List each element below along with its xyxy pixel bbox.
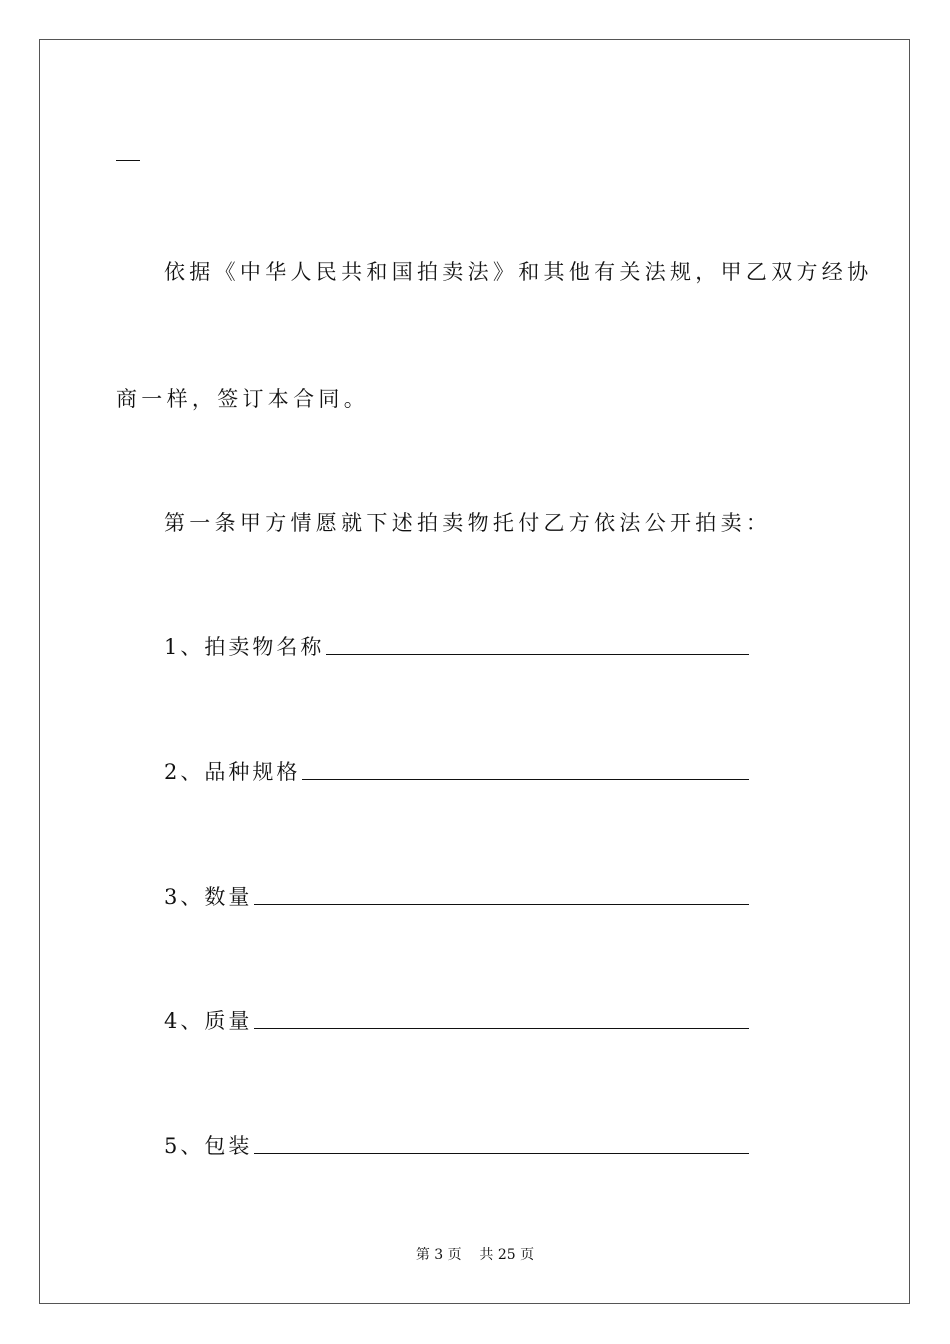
page-frame bbox=[39, 39, 910, 1304]
page-number-footer: 第 3 页 共 25 页 bbox=[415, 1247, 535, 1263]
fill-in-blank-line bbox=[302, 779, 749, 780]
fill-in-blank-line bbox=[326, 654, 749, 655]
paragraph-1-line-1: 依据《中华人民共和国拍卖法》和其他有关法规，甲乙双方经协 bbox=[164, 260, 873, 284]
paragraph-1-line-2: 商一样，签订本合同。 bbox=[116, 387, 369, 411]
field-label: 3、数量 bbox=[164, 885, 253, 909]
field-item-name bbox=[164, 637, 749, 658]
article-1-text: 第一条甲方情愿就下述拍卖物托付乙方依法公开拍卖： bbox=[164, 511, 772, 535]
field-label: 5、包装 bbox=[164, 1134, 253, 1158]
field-quality bbox=[164, 1011, 749, 1032]
field-label: 2、品种规格 bbox=[164, 760, 301, 784]
field-label: 1、拍卖物名称 bbox=[164, 635, 325, 659]
leading-dash bbox=[116, 160, 140, 161]
fill-in-blank-line bbox=[254, 1153, 749, 1154]
field-label: 4、质量 bbox=[164, 1009, 253, 1033]
field-variety-spec bbox=[164, 762, 749, 783]
fill-in-blank-line bbox=[254, 1028, 749, 1029]
field-packaging bbox=[164, 1136, 749, 1157]
fill-in-blank-line bbox=[254, 904, 749, 905]
field-quantity bbox=[164, 887, 749, 908]
